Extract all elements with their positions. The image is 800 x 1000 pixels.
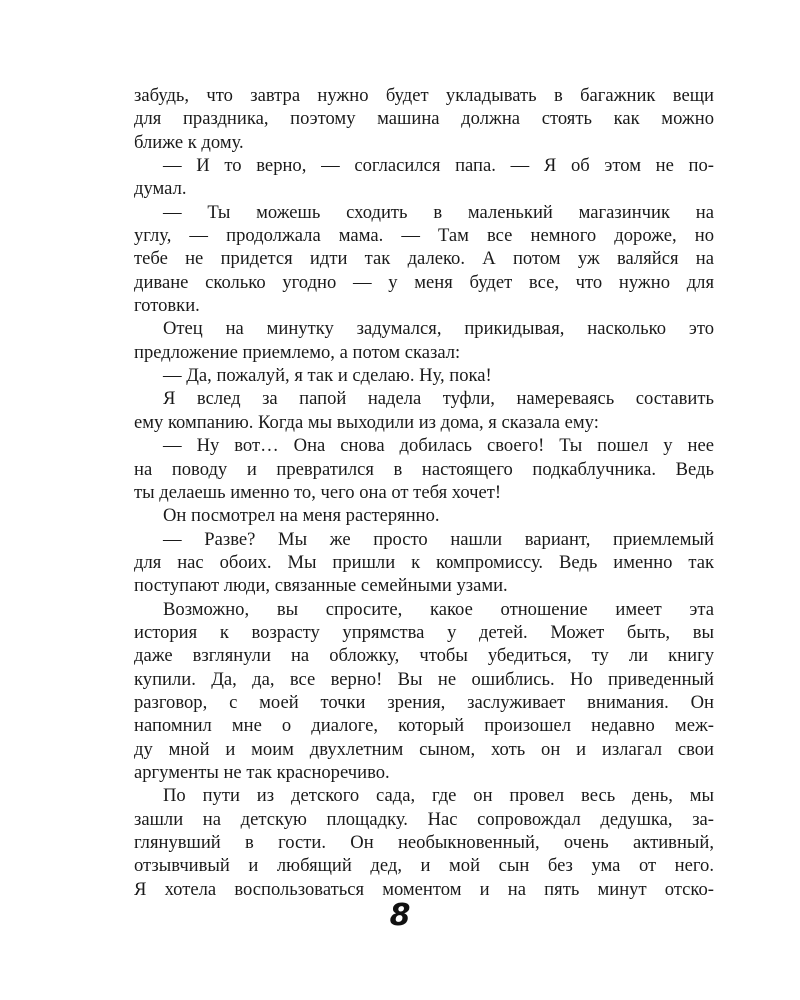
text-line: глянувший в гости. Он необыкновенный, очень активный, [134, 832, 714, 853]
page-number: 8 [389, 898, 411, 933]
text-line: поступают люди, связанные семейными узами. [134, 575, 508, 597]
text-line: Я вслед за папой надела туфли, намереваясь составить [163, 388, 714, 410]
text-line: Я хотела воспользоваться моментом и на пять минут отско- [134, 878, 714, 900]
text-line: для нас обоих. Мы пришли к компромиссу. Ведь именно так [134, 551, 714, 573]
text-line: — Ну вот… Она снова добилась своего! Ты пошел у нее [163, 435, 714, 457]
text-line: думал. [134, 178, 187, 200]
text-line: По пути из детского сада, где он провел весь день, мы [163, 785, 714, 807]
text-line: купили. Да, да, все верно! Вы не ошиблись. Но приведенный [134, 668, 714, 690]
text-line: ду мной и моим двухлетним сыном, хоть он и излагал свои [134, 738, 714, 760]
text-line: готовки. [134, 295, 200, 317]
text-line: разговор, с моей точки зрения, заслуживает внимания. Он [134, 691, 714, 713]
text-line: на поводу и превратился в настоящего подкаблучника. Ведь [134, 458, 714, 480]
text-line: Отец на минутку задумался, прикидывая, насколько это [163, 318, 714, 340]
text-line: предложение приемлемо, а потом сказал: [134, 341, 461, 363]
text-line: забудь, что завтра нужно будет укладывать в багажник вещи [134, 85, 714, 106]
text-line: история к возрасту упрямства у детей. Может быть, вы [134, 621, 714, 643]
text-line: углу, — продолжала мама. — Там все немного дороже, но [134, 225, 714, 247]
text-line: для праздника, поэтому машина должна стоять как можно [134, 108, 714, 130]
text-line: даже взглянули на обложку, чтобы убедиться, ту ли книгу [134, 645, 714, 667]
text-line: — Разве? Мы же просто нашли вариант, приемлемый [163, 528, 714, 550]
text-line: Возможно, вы спросите, какое отношение имеет эта [163, 598, 714, 620]
text-line: ближе к дому. [134, 131, 244, 153]
text-line: аргументы не так красноречиво. [134, 761, 390, 783]
text-line: тебе не придется идти так далеко. А потом уж валяйся на [134, 248, 714, 270]
book-page-text [134, 84, 714, 901]
text-line: отзывчивый и любящий дед, и мой сын без ума от него. [134, 855, 714, 877]
text-line: диване сколько угодно — у меня будет все, что нужно для [134, 271, 714, 293]
text-line: Он посмотрел на меня растерянно. [163, 505, 440, 527]
text-line: — И то верно, — согласился папа. — Я об этом не по- [163, 155, 714, 177]
text-line: ему компанию. Когда мы выходили из дома, я сказала ему: [134, 411, 599, 433]
text-line: ты делаешь именно то, чего она от тебя хочет! [134, 481, 502, 503]
text-line: зашли на детскую площадку. Нас сопровождал дедушка, за- [134, 808, 714, 830]
text-line: напомнил мне о диалоге, который произошел недавно меж- [134, 715, 714, 737]
text-line: — Ты можешь сходить в маленький магазинчик на [163, 201, 714, 223]
text-line: — Да, пожалуй, я так и сделаю. Ну, пока! [163, 365, 492, 387]
